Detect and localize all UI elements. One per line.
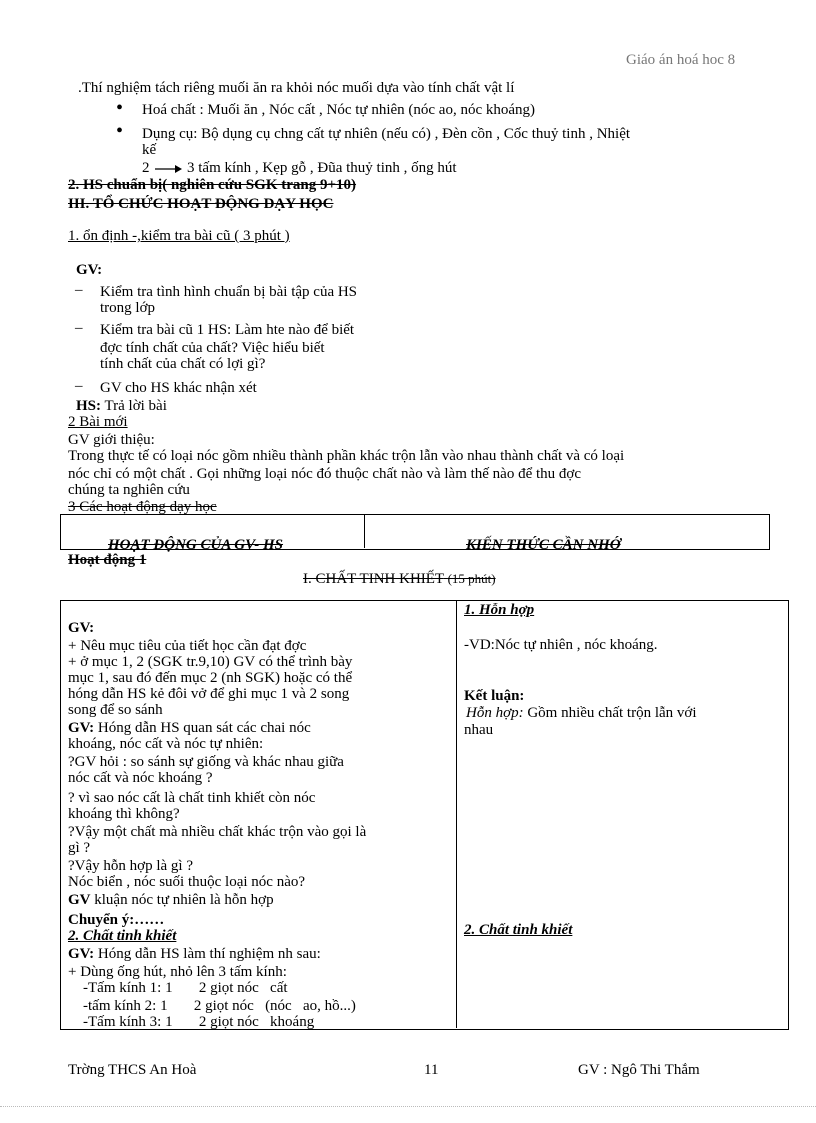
left-gv2-label: GV:	[68, 720, 95, 736]
transition-label: Chuyển ý:……	[68, 912, 165, 928]
left-line3-2: -Tấm kính 1: 1 2 giọt nóc cất	[68, 980, 288, 996]
dash-item-1-line-1: Kiểm tra tình hình chuẩn bị bài tập của HS	[100, 284, 358, 300]
dash-icon: –	[75, 378, 83, 394]
intro-paragraph-line-2: nóc chỉ có một chất . Gọi những loại nóc đó thuộc chất nào và làm thế nào để thu đợc	[68, 466, 582, 482]
left-line3-1: + Dùng ống hút, nhỏ lên 3 tấm kính:	[68, 964, 287, 980]
hs-line	[76, 398, 167, 415]
left-line2-9: Nóc biển , nóc suối thuộc loại nóc nào?	[68, 874, 306, 890]
equipment-item: Dụng cụ: Bộ dụng cụ chng cất tự nhiên (nếu có) , Đèn cồn , Cốc thuỷ tinh , Nhiệt	[142, 126, 631, 142]
dash-item-2-line-2: đợc tính chất của chất? Việc hiểu biết	[100, 340, 325, 356]
hs-label: HS:	[76, 398, 102, 414]
bullet-icon: •	[116, 97, 124, 119]
left-line-1: + Nêu mục tiêu của tiết học cần đạt đợc	[68, 638, 307, 654]
left-line-4: hóng dẫn HS kẻ đôi vở để ghi mục 1 và 2 song	[68, 686, 350, 702]
left-line2-6: ?Vậy một chất mà nhiều chất khác trộn vào gọi là	[68, 824, 367, 840]
left-gv3-text: kluận nóc tự nhiên là hỗn hợp	[90, 892, 274, 908]
pure-substance-time: (15 phút)	[447, 571, 496, 586]
dash-item-1-line-2: trong lớp	[100, 300, 156, 316]
left-gv3-label: GV	[68, 892, 91, 908]
activity-1-heading: Hoạt động 1	[68, 552, 147, 568]
left-gv4-label: GV:	[68, 946, 95, 962]
gv-intro: GV giới thiệu:	[68, 432, 155, 448]
page-header: Giáo án hoá hoc 8	[626, 52, 736, 68]
left-gv4-line	[68, 946, 321, 963]
dash-item-2-line-1: Kiểm tra bài cũ 1 HS: Làm hte nào để biết	[100, 322, 355, 338]
list-number: 2	[142, 160, 150, 176]
dash-icon: –	[75, 320, 83, 336]
pure-substance-title	[303, 570, 496, 588]
conclusion-label: Kết luận:	[464, 688, 525, 704]
mixture-definition-text: Gồm nhiều chất trộn lẫn với	[523, 705, 697, 721]
hs-text: Trả lời bài	[101, 398, 167, 414]
arrow-right-icon	[153, 164, 183, 174]
step-1-heading: 1. ổn định -,kiểm tra bài cũ ( 3 phút )	[68, 228, 290, 244]
mixture-heading: 1. Hỗn hợp	[464, 602, 535, 618]
new-lesson-heading: 2 Bài mới	[68, 414, 128, 430]
gv-label: GV:	[76, 262, 103, 278]
left-gv-label: GV:	[68, 620, 95, 636]
mixture-definition-label: Hỗn hợp:	[466, 705, 524, 721]
left-line-5: song để so sánh	[68, 702, 163, 718]
mixture-definition-cont: nhau	[464, 722, 494, 738]
bullet-icon: •	[116, 120, 124, 142]
mixture-definition	[466, 705, 697, 722]
left-line2-5: khoáng thì không?	[68, 806, 180, 822]
left-line3-3: -tấm kính 2: 1 2 giọt nóc (nóc ao, hồ...)	[68, 998, 356, 1014]
section-2-heading: 2. HS chuẩn bị( nghiên cứu SGK trang 9+10)	[68, 177, 357, 193]
chemicals-item: Hoá chất : Muối ăn , Nóc cất , Nóc tự nhiên (nóc ao, nóc khoáng)	[142, 102, 536, 118]
dash-item-3-line-1: GV cho HS khác nhận xét	[100, 380, 257, 396]
table-header-right: KIẾN THỨC CẦN NHỚ	[466, 537, 621, 553]
table-header-divider	[364, 514, 365, 548]
intro-paragraph-line-3: chúng ta nghiên cứu	[68, 482, 190, 498]
footer-page-number: 11	[424, 1062, 439, 1078]
equipment-list-text: 3 tấm kính , Kẹp gỗ , Đũa thuỷ tinh , ống hút	[187, 160, 457, 176]
pure-substance-heading: 2. Chất tinh khiết	[464, 922, 573, 938]
left-line2-1: khoáng, nóc cất và nóc tự nhiên:	[68, 736, 264, 752]
activity-table-divider	[456, 600, 457, 1028]
activities-heading: 3 Các hoạt động dạy học	[68, 499, 217, 515]
left-line3-4: -Tấm kính 3: 1 2 giọt nóc khoáng	[68, 1014, 315, 1030]
equipment-item-cont: kế	[142, 142, 157, 158]
left-line2-4: ? vì sao nóc cất là chất tinh khiết còn nóc	[68, 790, 316, 806]
left-gv2-text: Hóng dẫn HS quan sát các chai nóc	[94, 720, 311, 736]
footer-school: Trờng THCS An Hoà	[68, 1062, 197, 1078]
experiment-line: .Thí nghiệm tách riêng muối ăn ra khỏi nóc muối dựa vào tính chất vật lí	[78, 80, 515, 96]
table-header-left: HOẠT ĐỘNG CỦA GV- HS	[108, 537, 284, 553]
left-line-2: + ở mục 1, 2 (SGK tr.9,10) GV có thể trình bày	[68, 654, 353, 670]
page-edge	[0, 1106, 816, 1107]
section-3-heading: III. TỔ CHỨC HOẠT ĐỘNG DẠY HỌC	[68, 196, 334, 212]
left-gv2-line	[68, 720, 311, 737]
left-line2-8: ?Vậy hỗn hợp là gì ?	[68, 858, 193, 874]
left-line2-3: nóc cất và nóc khoáng ?	[68, 770, 213, 786]
intro-paragraph-line-1: Trong thực tế có loại nóc gồm nhiều thành phần khác trộn lẫn vào nhau thành chất và có loại	[68, 448, 625, 464]
left-line-3: mục 1, sau đó đến mục 2 (nh SGK) hoặc có thể	[68, 670, 353, 686]
left-gv3-line	[68, 892, 274, 909]
footer-teacher: GV : Ngô Thi Thắm	[578, 1062, 700, 1078]
left-gv4-text: Hóng dẫn HS làm thí nghiệm nh sau:	[94, 946, 321, 962]
pure-substance-title-text: I. CHẤT TINH KHIẾT	[303, 571, 444, 587]
dash-item-2-line-3: tính chất của chất có lợi gì?	[100, 356, 266, 372]
left-line2-2: ?GV hỏi : so sánh sự giống và khác nhau giữa	[68, 754, 344, 770]
left-section-2-heading: 2. Chất tinh khiết	[68, 928, 177, 944]
mixture-example: -VD:Nóc tự nhiên , nóc khoáng.	[464, 637, 658, 653]
left-line2-7: gì ?	[68, 840, 91, 856]
dash-icon: –	[75, 282, 83, 298]
equipment-list-line	[142, 160, 457, 177]
